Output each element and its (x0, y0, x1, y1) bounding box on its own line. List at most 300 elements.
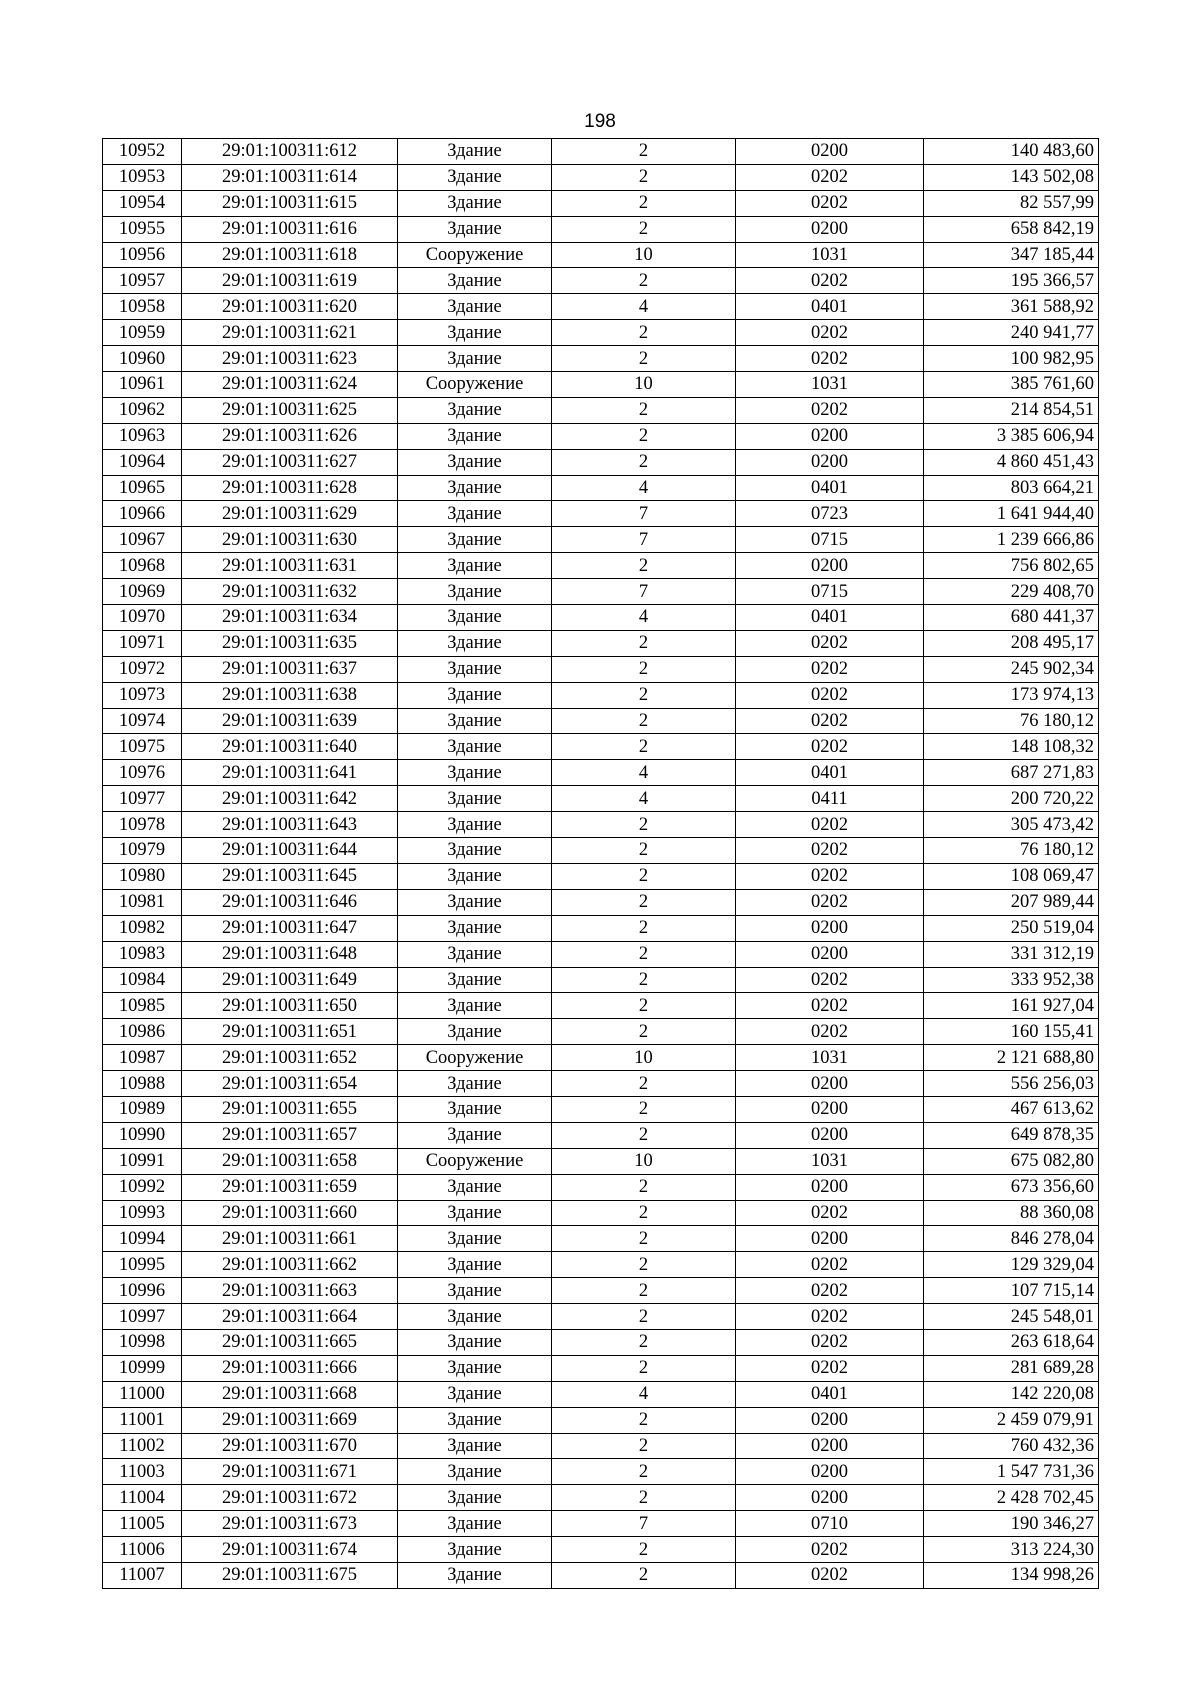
group-number: 2 (552, 216, 736, 242)
group-number: 2 (552, 1122, 736, 1148)
row-number: 10986 (103, 1019, 182, 1045)
code: 0401 (736, 294, 924, 320)
row-number: 10965 (103, 475, 182, 501)
cadastral-value: 649 878,35 (924, 1122, 1099, 1148)
cadastral-number: 29:01:100311:665 (182, 1329, 398, 1355)
cadastral-value: 250 519,04 (924, 915, 1099, 941)
group-number: 2 (552, 1562, 736, 1588)
code: 0202 (736, 1562, 924, 1588)
cadastral-value: 200 720,22 (924, 786, 1099, 812)
cadastral-number: 29:01:100311:640 (182, 734, 398, 760)
table-row (103, 1433, 1099, 1459)
row-number: 10973 (103, 682, 182, 708)
group-number: 2 (552, 1226, 736, 1252)
cadastral-value: 803 664,21 (924, 475, 1099, 501)
row-number: 11000 (103, 1381, 182, 1407)
object-type: Здание (398, 734, 552, 760)
row-number: 10970 (103, 605, 182, 631)
cadastral-number: 29:01:100311:629 (182, 501, 398, 527)
table-row (103, 1174, 1099, 1200)
code: 0202 (736, 346, 924, 372)
object-type: Здание (398, 1511, 552, 1537)
group-number: 2 (552, 915, 736, 941)
row-number: 10980 (103, 863, 182, 889)
code: 0200 (736, 1459, 924, 1485)
cadastral-value: 3 385 606,94 (924, 423, 1099, 449)
table-row (103, 941, 1099, 967)
page-number: 198 (584, 111, 616, 132)
object-type: Здание (398, 1200, 552, 1226)
table-row (103, 1019, 1099, 1045)
row-number: 10996 (103, 1278, 182, 1304)
row-number: 10963 (103, 423, 182, 449)
table-row (103, 190, 1099, 216)
row-number: 10978 (103, 812, 182, 838)
cadastral-number: 29:01:100311:627 (182, 449, 398, 475)
cadastral-number: 29:01:100311:634 (182, 605, 398, 631)
cadastral-number: 29:01:100311:670 (182, 1433, 398, 1459)
row-number: 10972 (103, 656, 182, 682)
table-row (103, 1562, 1099, 1588)
cadastral-number: 29:01:100311:655 (182, 1096, 398, 1122)
group-number: 10 (552, 1045, 736, 1071)
table-row (103, 993, 1099, 1019)
row-number: 10966 (103, 501, 182, 527)
cadastral-value: 305 473,42 (924, 812, 1099, 838)
object-type: Здание (398, 397, 552, 423)
cadastral-number: 29:01:100311:618 (182, 242, 398, 268)
code: 0202 (736, 164, 924, 190)
code: 1031 (736, 372, 924, 398)
object-type: Здание (398, 812, 552, 838)
table-row (103, 1304, 1099, 1330)
group-number: 2 (552, 1329, 736, 1355)
cadastral-value: 1 547 731,36 (924, 1459, 1099, 1485)
table-row (103, 734, 1099, 760)
cadastral-number: 29:01:100311:662 (182, 1252, 398, 1278)
object-type: Здание (398, 1252, 552, 1278)
table-row (103, 242, 1099, 268)
row-number: 10961 (103, 372, 182, 398)
cadastral-number: 29:01:100311:668 (182, 1381, 398, 1407)
object-type: Здание (398, 1485, 552, 1511)
cadastral-value: 313 224,30 (924, 1537, 1099, 1563)
cadastral-value: 160 155,41 (924, 1019, 1099, 1045)
cadastral-value: 658 842,19 (924, 216, 1099, 242)
cadastral-value: 140 483,60 (924, 139, 1099, 165)
row-number: 10991 (103, 1148, 182, 1174)
code: 0401 (736, 475, 924, 501)
object-type: Здание (398, 1433, 552, 1459)
row-number: 10998 (103, 1329, 182, 1355)
cadastral-number: 29:01:100311:657 (182, 1122, 398, 1148)
object-type: Сооружение (398, 372, 552, 398)
group-number: 2 (552, 1071, 736, 1097)
object-type: Сооружение (398, 1148, 552, 1174)
cadastral-number: 29:01:100311:648 (182, 941, 398, 967)
cadastral-value: 245 548,01 (924, 1304, 1099, 1330)
row-number: 10999 (103, 1355, 182, 1381)
code: 0202 (736, 889, 924, 915)
code: 0200 (736, 553, 924, 579)
cadastral-value: 76 180,12 (924, 708, 1099, 734)
row-number: 10956 (103, 242, 182, 268)
cadastral-value: 333 952,38 (924, 967, 1099, 993)
cadastral-value-table (102, 138, 1099, 1589)
cadastral-number: 29:01:100311:628 (182, 475, 398, 501)
group-number: 2 (552, 1019, 736, 1045)
object-type: Здание (398, 941, 552, 967)
object-type: Здание (398, 1304, 552, 1330)
cadastral-number: 29:01:100311:638 (182, 682, 398, 708)
table-row (103, 397, 1099, 423)
cadastral-value: 161 927,04 (924, 993, 1099, 1019)
row-number: 10962 (103, 397, 182, 423)
object-type: Здание (398, 423, 552, 449)
row-number: 10985 (103, 993, 182, 1019)
object-type: Здание (398, 294, 552, 320)
group-number: 2 (552, 449, 736, 475)
cadastral-value: 214 854,51 (924, 397, 1099, 423)
code: 0200 (736, 1226, 924, 1252)
group-number: 2 (552, 838, 736, 864)
object-type: Сооружение (398, 242, 552, 268)
group-number: 2 (552, 812, 736, 838)
cadastral-number: 29:01:100311:635 (182, 630, 398, 656)
object-type: Здание (398, 1174, 552, 1200)
table-row (103, 1537, 1099, 1563)
group-number: 2 (552, 941, 736, 967)
object-type: Здание (398, 1562, 552, 1588)
group-number: 2 (552, 164, 736, 190)
table-row (103, 553, 1099, 579)
cadastral-number: 29:01:100311:674 (182, 1537, 398, 1563)
group-number: 7 (552, 527, 736, 553)
table-body (103, 139, 1099, 1589)
code: 1031 (736, 1045, 924, 1071)
table-row (103, 320, 1099, 346)
object-type: Здание (398, 1278, 552, 1304)
code: 0715 (736, 527, 924, 553)
group-number: 2 (552, 630, 736, 656)
row-number: 10977 (103, 786, 182, 812)
cadastral-value: 673 356,60 (924, 1174, 1099, 1200)
code: 0710 (736, 1511, 924, 1537)
code: 0202 (736, 656, 924, 682)
code: 0202 (736, 397, 924, 423)
group-number: 10 (552, 1148, 736, 1174)
object-type: Здание (398, 1096, 552, 1122)
object-type: Здание (398, 1019, 552, 1045)
cadastral-value: 556 256,03 (924, 1071, 1099, 1097)
object-type: Здание (398, 993, 552, 1019)
group-number: 2 (552, 423, 736, 449)
row-number: 10983 (103, 941, 182, 967)
object-type: Здание (398, 605, 552, 631)
code: 0200 (736, 139, 924, 165)
object-type: Сооружение (398, 1045, 552, 1071)
code: 0200 (736, 941, 924, 967)
row-number: 10990 (103, 1122, 182, 1148)
table-row (103, 967, 1099, 993)
code: 0401 (736, 1381, 924, 1407)
row-number: 10971 (103, 630, 182, 656)
group-number: 2 (552, 1304, 736, 1330)
object-type: Здание (398, 760, 552, 786)
code: 0200 (736, 1485, 924, 1511)
cadastral-number: 29:01:100311:643 (182, 812, 398, 838)
object-type: Здание (398, 1355, 552, 1381)
object-type: Здание (398, 268, 552, 294)
cadastral-number: 29:01:100311:641 (182, 760, 398, 786)
row-number: 11006 (103, 1537, 182, 1563)
cadastral-value: 190 346,27 (924, 1511, 1099, 1537)
cadastral-number: 29:01:100311:649 (182, 967, 398, 993)
table-row (103, 915, 1099, 941)
group-number: 2 (552, 346, 736, 372)
object-type: Здание (398, 656, 552, 682)
group-number: 2 (552, 863, 736, 889)
code: 0202 (736, 1304, 924, 1330)
table-row (103, 527, 1099, 553)
cadastral-number: 29:01:100311:644 (182, 838, 398, 864)
code: 0202 (736, 1355, 924, 1381)
table-row (103, 216, 1099, 242)
object-type: Здание (398, 915, 552, 941)
row-number: 10954 (103, 190, 182, 216)
code: 1031 (736, 242, 924, 268)
table-row (103, 838, 1099, 864)
cadastral-value: 675 082,80 (924, 1148, 1099, 1174)
cadastral-value: 245 902,34 (924, 656, 1099, 682)
group-number: 2 (552, 682, 736, 708)
group-number: 2 (552, 1096, 736, 1122)
cadastral-value: 76 180,12 (924, 838, 1099, 864)
cadastral-value: 208 495,17 (924, 630, 1099, 656)
object-type: Здание (398, 320, 552, 346)
object-type: Здание (398, 1226, 552, 1252)
cadastral-number: 29:01:100311:675 (182, 1562, 398, 1588)
code: 0202 (736, 863, 924, 889)
table-row (103, 1148, 1099, 1174)
table-row (103, 1096, 1099, 1122)
group-number: 4 (552, 605, 736, 631)
group-number: 2 (552, 268, 736, 294)
row-number: 10974 (103, 708, 182, 734)
row-number: 10953 (103, 164, 182, 190)
cadastral-value: 229 408,70 (924, 579, 1099, 605)
cadastral-number: 29:01:100311:672 (182, 1485, 398, 1511)
cadastral-number: 29:01:100311:630 (182, 527, 398, 553)
cadastral-number: 29:01:100311:615 (182, 190, 398, 216)
group-number: 2 (552, 190, 736, 216)
code: 0202 (736, 838, 924, 864)
table-row (103, 812, 1099, 838)
table-row (103, 1200, 1099, 1226)
table-row (103, 1329, 1099, 1355)
cadastral-number: 29:01:100311:614 (182, 164, 398, 190)
cadastral-number: 29:01:100311:632 (182, 579, 398, 605)
row-number: 10957 (103, 268, 182, 294)
cadastral-number: 29:01:100311:631 (182, 553, 398, 579)
row-number: 10959 (103, 320, 182, 346)
code: 0202 (736, 320, 924, 346)
object-type: Здание (398, 1381, 552, 1407)
object-type: Здание (398, 838, 552, 864)
row-number: 10987 (103, 1045, 182, 1071)
cadastral-number: 29:01:100311:666 (182, 1355, 398, 1381)
table-row (103, 708, 1099, 734)
code: 0202 (736, 708, 924, 734)
row-number: 10981 (103, 889, 182, 915)
cadastral-number: 29:01:100311:661 (182, 1226, 398, 1252)
code: 0202 (736, 1329, 924, 1355)
cadastral-value: 240 941,77 (924, 320, 1099, 346)
row-number: 10982 (103, 915, 182, 941)
cadastral-number: 29:01:100311:650 (182, 993, 398, 1019)
cadastral-number: 29:01:100311:664 (182, 1304, 398, 1330)
row-number: 11005 (103, 1511, 182, 1537)
group-number: 7 (552, 501, 736, 527)
row-number: 10997 (103, 1304, 182, 1330)
group-number: 7 (552, 579, 736, 605)
code: 0202 (736, 1200, 924, 1226)
code: 0401 (736, 605, 924, 631)
cadastral-value: 263 618,64 (924, 1329, 1099, 1355)
object-type: Здание (398, 501, 552, 527)
cadastral-number: 29:01:100311:642 (182, 786, 398, 812)
group-number: 7 (552, 1511, 736, 1537)
row-number: 10975 (103, 734, 182, 760)
cadastral-number: 29:01:100311:663 (182, 1278, 398, 1304)
cadastral-value: 1 239 666,86 (924, 527, 1099, 553)
table-row (103, 475, 1099, 501)
table-row (103, 1355, 1099, 1381)
group-number: 2 (552, 1252, 736, 1278)
row-number: 10969 (103, 579, 182, 605)
table-row (103, 1071, 1099, 1097)
cadastral-number: 29:01:100311:619 (182, 268, 398, 294)
cadastral-number: 29:01:100311:654 (182, 1071, 398, 1097)
table-row (103, 1252, 1099, 1278)
group-number: 4 (552, 786, 736, 812)
object-type: Здание (398, 630, 552, 656)
object-type: Здание (398, 579, 552, 605)
code: 0200 (736, 449, 924, 475)
table-row (103, 1122, 1099, 1148)
cadastral-value: 361 588,92 (924, 294, 1099, 320)
row-number: 10964 (103, 449, 182, 475)
row-number: 10967 (103, 527, 182, 553)
table-row (103, 630, 1099, 656)
table-row (103, 449, 1099, 475)
table-row (103, 682, 1099, 708)
row-number: 10960 (103, 346, 182, 372)
cadastral-value: 195 366,57 (924, 268, 1099, 294)
object-type: Здание (398, 449, 552, 475)
group-number: 2 (552, 967, 736, 993)
row-number: 10994 (103, 1226, 182, 1252)
cadastral-value: 2 428 702,45 (924, 1485, 1099, 1511)
code: 0202 (736, 967, 924, 993)
group-number: 2 (552, 708, 736, 734)
object-type: Здание (398, 527, 552, 553)
code: 0200 (736, 216, 924, 242)
table-row (103, 579, 1099, 605)
table-row (103, 1407, 1099, 1433)
cadastral-number: 29:01:100311:669 (182, 1407, 398, 1433)
code: 0202 (736, 1019, 924, 1045)
cadastral-number: 29:01:100311:623 (182, 346, 398, 372)
row-number: 11002 (103, 1433, 182, 1459)
table-row (103, 372, 1099, 398)
code: 0202 (736, 1537, 924, 1563)
cadastral-value: 2 459 079,91 (924, 1407, 1099, 1433)
cadastral-value: 142 220,08 (924, 1381, 1099, 1407)
object-type: Здание (398, 863, 552, 889)
cadastral-value: 1 641 944,40 (924, 501, 1099, 527)
object-type: Здание (398, 1329, 552, 1355)
cadastral-number: 29:01:100311:624 (182, 372, 398, 398)
cadastral-number: 29:01:100311:673 (182, 1511, 398, 1537)
object-type: Здание (398, 786, 552, 812)
row-number: 10976 (103, 760, 182, 786)
table-row (103, 1459, 1099, 1485)
table-row (103, 656, 1099, 682)
cadastral-number: 29:01:100311:616 (182, 216, 398, 242)
code: 0200 (736, 1433, 924, 1459)
code: 0200 (736, 1174, 924, 1200)
table-row (103, 1511, 1099, 1537)
cadastral-number: 29:01:100311:626 (182, 423, 398, 449)
object-type: Здание (398, 967, 552, 993)
group-number: 4 (552, 294, 736, 320)
code: 0200 (736, 1071, 924, 1097)
row-number: 10955 (103, 216, 182, 242)
cadastral-value: 207 989,44 (924, 889, 1099, 915)
cadastral-value: 4 860 451,43 (924, 449, 1099, 475)
object-type: Здание (398, 139, 552, 165)
row-number: 10988 (103, 1071, 182, 1097)
row-number: 11001 (103, 1407, 182, 1433)
object-type: Здание (398, 682, 552, 708)
table-row (103, 1045, 1099, 1071)
cadastral-value: 846 278,04 (924, 1226, 1099, 1252)
code: 0202 (736, 1252, 924, 1278)
cadastral-value: 467 613,62 (924, 1096, 1099, 1122)
cadastral-value: 281 689,28 (924, 1355, 1099, 1381)
group-number: 2 (552, 889, 736, 915)
cadastral-value: 331 312,19 (924, 941, 1099, 967)
table-row (103, 164, 1099, 190)
object-type: Здание (398, 1537, 552, 1563)
cadastral-value: 756 802,65 (924, 553, 1099, 579)
code: 0202 (736, 190, 924, 216)
code: 0200 (736, 1122, 924, 1148)
group-number: 2 (552, 1355, 736, 1381)
table-row (103, 889, 1099, 915)
group-number: 2 (552, 553, 736, 579)
code: 0202 (736, 734, 924, 760)
row-number: 11004 (103, 1485, 182, 1511)
group-number: 2 (552, 1200, 736, 1226)
cadastral-value: 385 761,60 (924, 372, 1099, 398)
cadastral-number: 29:01:100311:660 (182, 1200, 398, 1226)
object-type: Здание (398, 164, 552, 190)
row-number: 10993 (103, 1200, 182, 1226)
group-number: 10 (552, 372, 736, 398)
code: 0202 (736, 1278, 924, 1304)
